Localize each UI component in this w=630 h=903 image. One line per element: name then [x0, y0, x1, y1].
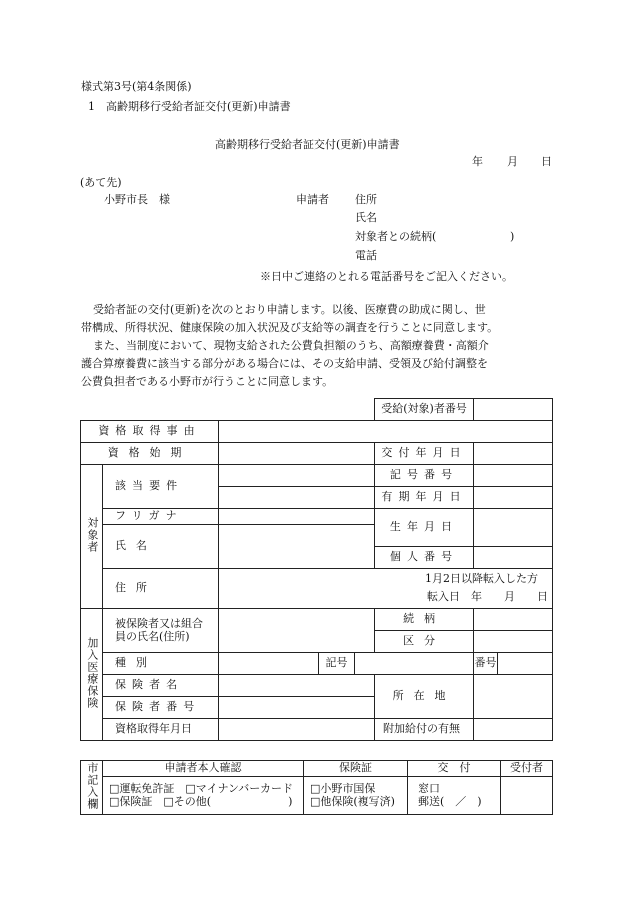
moved-in-note: 1月2日以降転入した方 [425, 572, 539, 585]
applicant-address-label: 住所 [355, 193, 377, 206]
applicable-requirement-field-1[interactable] [219, 465, 375, 487]
date-year: 年 [472, 155, 483, 168]
name-field[interactable] [219, 525, 375, 569]
consent-p1-line2: 帯構成、所得状況、健康保険の加入状況及び支給等の調査を行うことに同意します。 [81, 321, 499, 334]
birth-date-field[interactable] [474, 509, 553, 547]
receiver-field[interactable] [501, 777, 553, 815]
consent-p2-line3: 公費負担者である小野市が行うことに同意します。 [81, 375, 334, 388]
target-person-label [81, 465, 103, 609]
city-use-table [80, 760, 553, 815]
moved-in-date: 転入日 年 月 日 [427, 590, 549, 603]
type-label: 種別 [103, 653, 219, 675]
form-subtitle: 1 高齢期移行受給者証交付(更新)申請書 [88, 100, 291, 113]
city-column-text: 市記入欄 [85, 761, 99, 810]
name-label: 氏名 [103, 525, 219, 569]
qualification-start-field[interactable] [219, 443, 375, 465]
address-field[interactable] [219, 569, 553, 609]
consent-p1-line1: 受給者証の交付(更新)を次のとおり申請します。以後、医療費の助成に関し、世 [93, 303, 486, 316]
location-label: 所在地 [375, 675, 474, 719]
applicant-relation-label: 対象者との続柄( [355, 230, 437, 243]
phone-note: ※日中ご連絡のとれる電話番号をご記入ください。 [260, 270, 513, 283]
insurance-card-header: 保険証 [304, 761, 408, 777]
furigana-field[interactable] [219, 509, 375, 525]
id-options-line1: □運転免許証 □マイナンバーカード [109, 781, 294, 795]
date-month: 月 [507, 155, 518, 168]
blank-corner [81, 399, 375, 421]
del-options-line1: 窓口 [418, 781, 440, 795]
date-day: 日 [541, 155, 552, 168]
recipient-number-field[interactable] [474, 399, 553, 421]
insured-name-label [103, 609, 219, 653]
qualification-start-label: 資格始期 [81, 443, 219, 465]
id-options-line2: □保険証 □その他( ) [109, 794, 293, 808]
type-field[interactable] [219, 653, 319, 675]
consent-p2-line2: 護合算療養費に該当する部分がある場合には、その支給申請、受領及び給付調整を [81, 357, 488, 370]
location-field[interactable] [474, 675, 553, 719]
acquisition-date-label: 資格取得年月日 [103, 719, 219, 741]
delivery-options[interactable] [408, 777, 501, 815]
acquisition-date-field[interactable] [219, 719, 375, 741]
application-table [80, 398, 553, 741]
applicable-requirement-label: 該当要件 [103, 465, 219, 509]
applicable-requirement-field-2[interactable] [219, 487, 375, 509]
addressee-label: (あて先) [80, 176, 122, 189]
ins-options-line2: □他保険(複写済) [310, 794, 395, 808]
symbol-field[interactable] [355, 653, 474, 675]
supplementary-benefit-field[interactable] [474, 719, 553, 741]
insurer-name-field[interactable] [219, 675, 375, 697]
receiver-header: 受付者 [501, 761, 553, 777]
delivery-header: 交 付 [408, 761, 501, 777]
symbol-number-field[interactable] [474, 465, 553, 487]
insured-name-line1: 被保険者又は組合 [115, 616, 203, 630]
personal-number-field[interactable] [474, 547, 553, 569]
insurer-number-label: 保険者番号 [103, 697, 219, 719]
birth-date-label: 生年月日 [375, 509, 474, 547]
expiry-date-label: 有期年月日 [375, 487, 474, 509]
insured-name-field[interactable] [219, 609, 375, 653]
insurance-group-label [81, 609, 103, 741]
qualification-reason-label: 資格取得事由 [81, 421, 219, 443]
identity-check-header: 申請者本人確認 [103, 761, 304, 777]
personal-number-label: 個人番号 [375, 547, 474, 569]
address-label: 住所 [103, 569, 219, 609]
addressee-name: 小野市長 様 [104, 193, 170, 206]
applicant-label: 申請者 [296, 193, 329, 206]
page-title: 高齢期移行受給者証交付(更新)申請書 [215, 138, 400, 151]
insured-name-line2: 員の氏名(住所) [115, 629, 190, 643]
furigana-label: フリガナ [103, 509, 219, 525]
supplementary-benefit-label: 附加給付の有無 [375, 719, 474, 741]
number-field[interactable] [498, 653, 553, 675]
applicant-name-label: 氏名 [355, 211, 377, 224]
ins-options-line1: □小野市国保 [310, 781, 376, 795]
issue-date-label: 交付年月日 [375, 443, 474, 465]
del-options-line2: 郵送( ／ ) [418, 794, 482, 808]
relationship-field[interactable] [474, 609, 553, 631]
symbol-label: 記号 [319, 653, 355, 675]
target-person-text: 対象者 [85, 516, 99, 553]
relationship-label: 続柄 [375, 609, 474, 631]
identity-check-options[interactable] [103, 777, 304, 815]
category-field[interactable] [474, 631, 553, 653]
insurer-number-field[interactable] [219, 697, 375, 719]
recipient-number-label: 受給(対象)者番号 [375, 399, 474, 421]
applicant-phone-label: 電話 [355, 249, 377, 262]
city-column-label [81, 761, 103, 815]
insurance-group-text: 加入医療保険 [85, 636, 99, 709]
insurance-card-options[interactable] [304, 777, 408, 815]
insurer-name-label: 保険者名 [103, 675, 219, 697]
expiry-date-field[interactable] [474, 487, 553, 509]
symbol-number-label: 記号番号 [375, 465, 474, 487]
category-label: 区分 [375, 631, 474, 653]
consent-p2-line1: また、当制度において、現物支給された公費負担額のうち、高額療養費・高額介 [93, 339, 489, 352]
issue-date-field[interactable] [474, 443, 553, 465]
form-number: 様式第3号(第4条関係) [81, 80, 192, 93]
qualification-reason-field[interactable] [219, 421, 553, 443]
applicant-relation-close: ) [510, 230, 515, 243]
number-label: 番号 [474, 653, 498, 675]
